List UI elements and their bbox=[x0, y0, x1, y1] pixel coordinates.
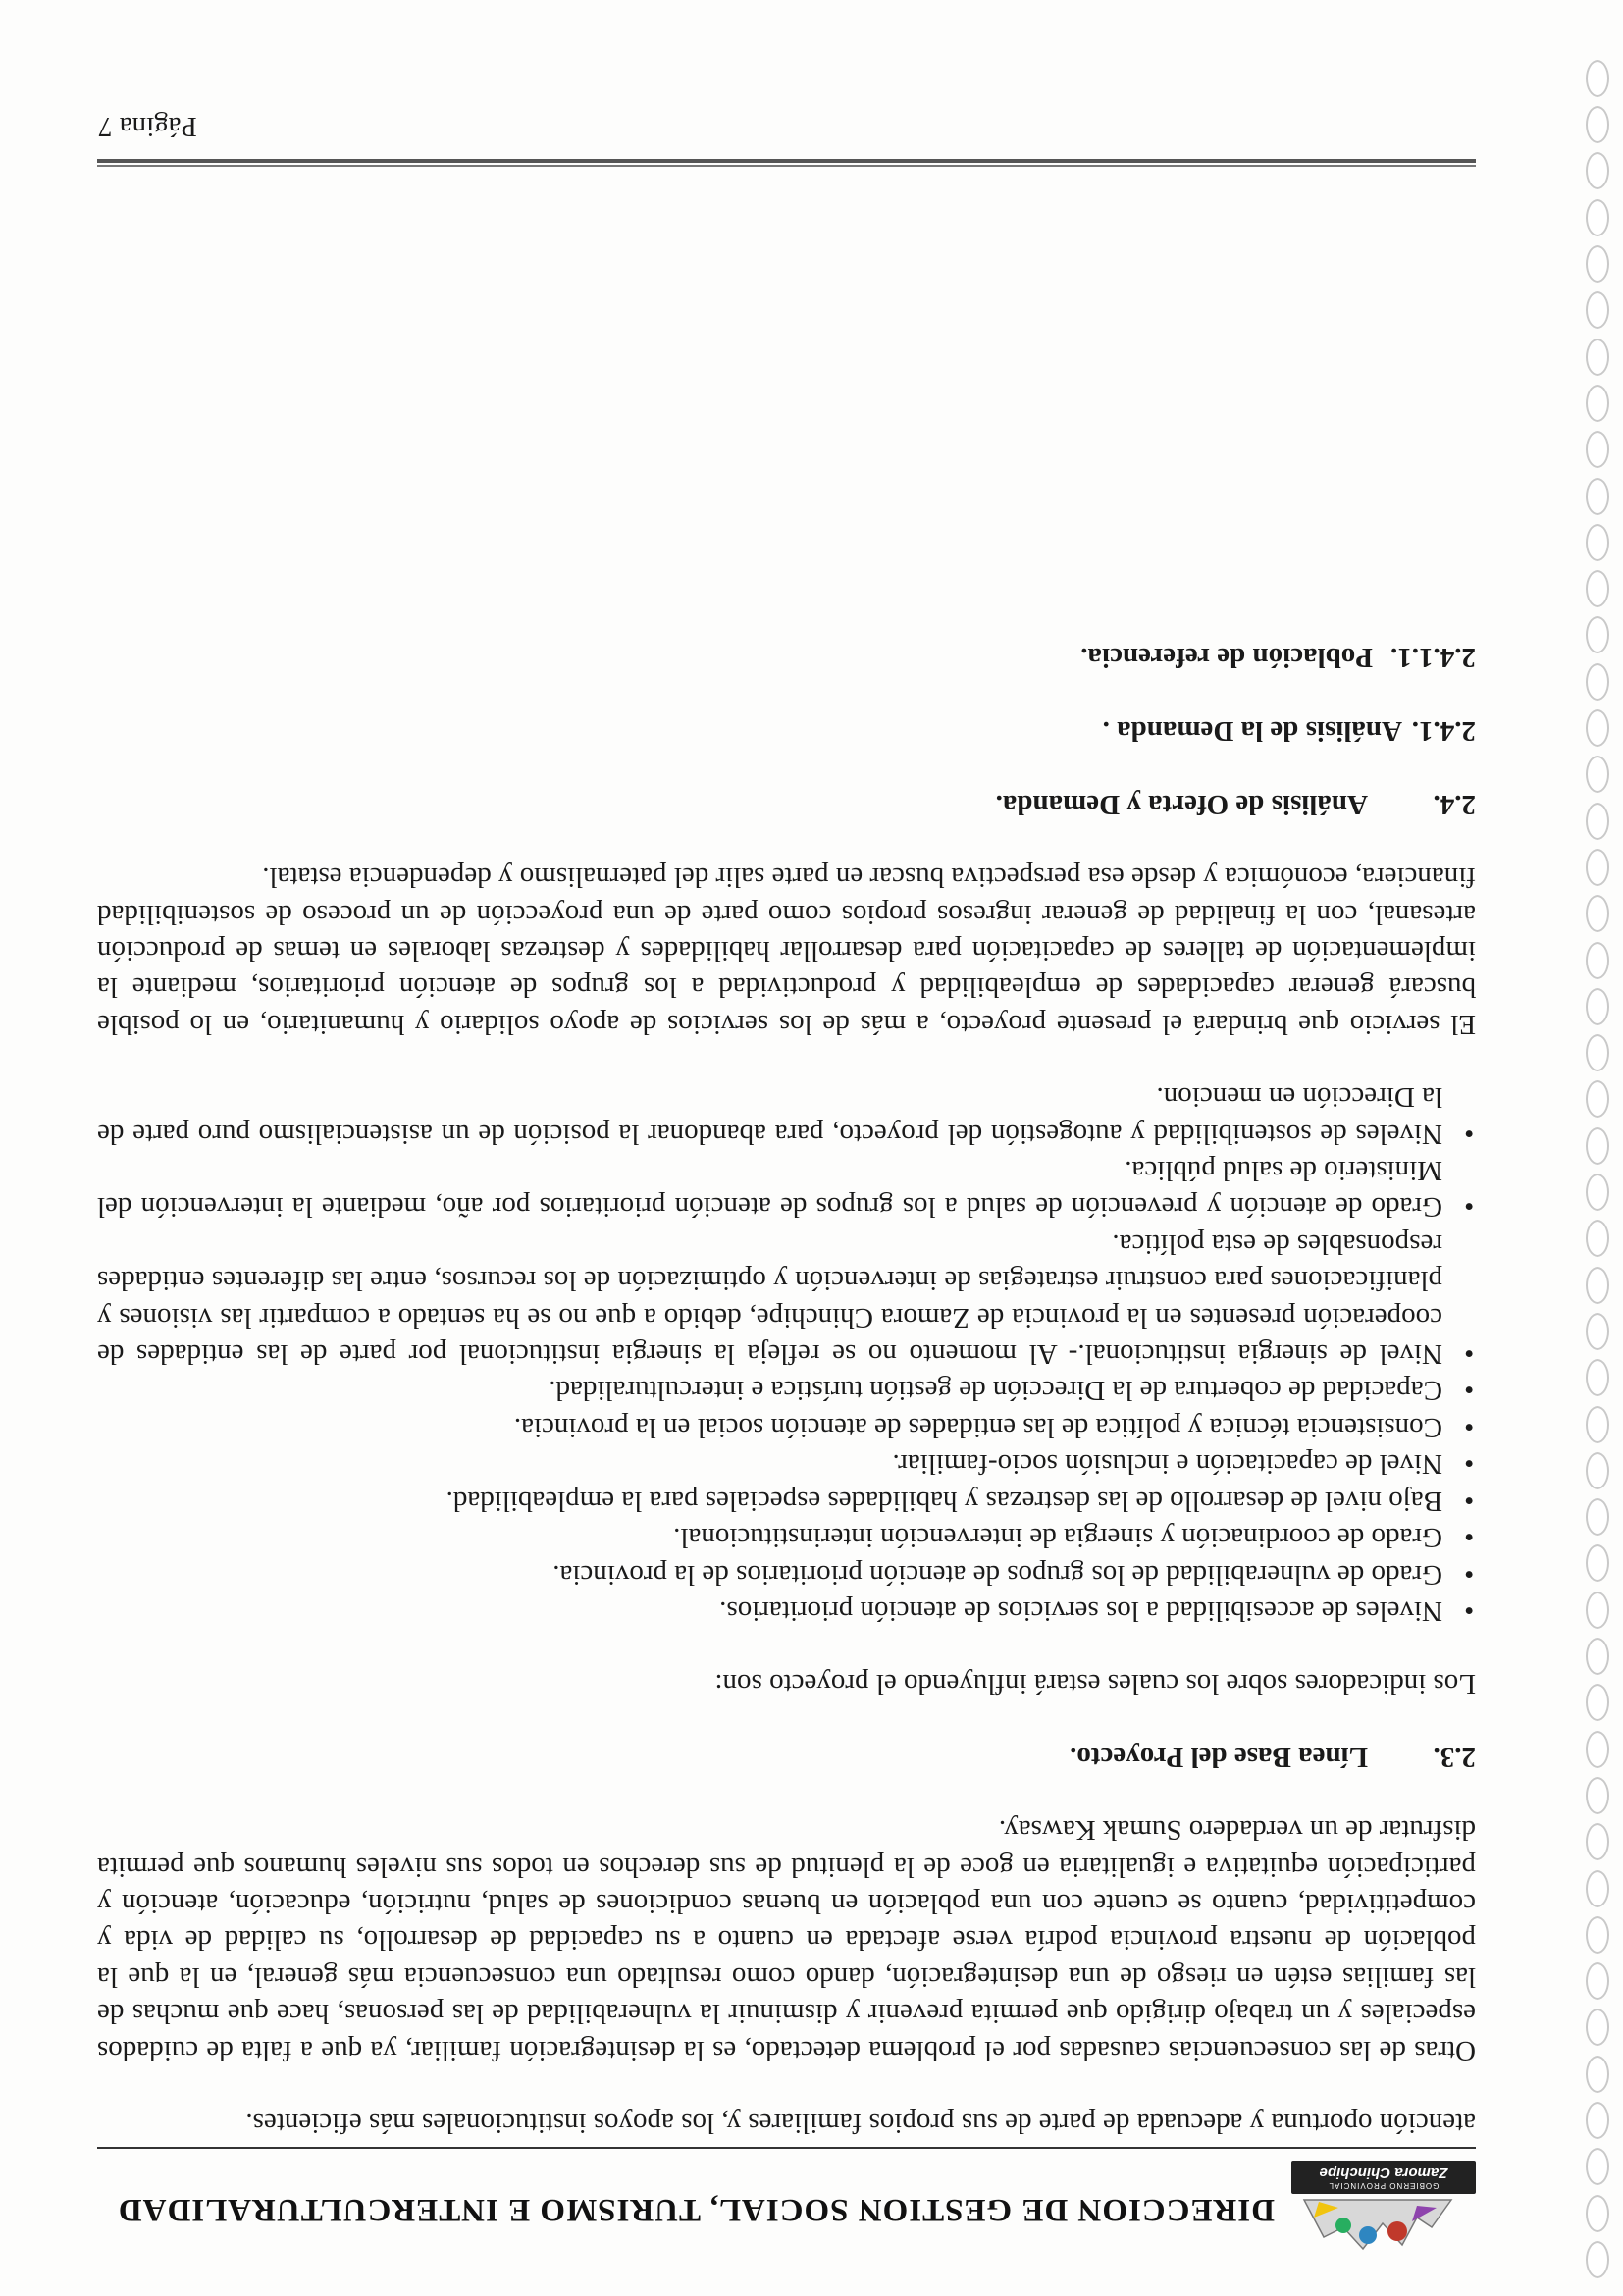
heading-number: 2.3. bbox=[1433, 1741, 1476, 1773]
binding-hole bbox=[1586, 291, 1609, 329]
binding-hole bbox=[1586, 245, 1609, 283]
heading-number: 2.4.1.1. bbox=[1390, 642, 1476, 673]
closing-paragraph: El servicio que brindará el presente proyecto, a más de los servicios de apoyo solidario y humanitario, en lo posible buscará generar capacidades de empleabilidad y productividad a los grupos de atención prioritarios, mediante la implementación de talleres de capacitación para desarrollar habilidades y destrezas laborales en temas de producción artesanal, con la finalidad de generar ingresos propios como parte de una proyección de un proceso de sostenibilidad financiera, económica y desde esa perspectiva buscar en parte salir del paternalismo y dependencia estatal. bbox=[97, 861, 1476, 1040]
binding-hole bbox=[1586, 385, 1609, 422]
binding-hole bbox=[1586, 895, 1609, 932]
binding-hole bbox=[1586, 2102, 1609, 2139]
binding-hole bbox=[1586, 1916, 1609, 1954]
heading-title: Análisis de la Demanda . bbox=[1102, 715, 1402, 748]
list-item: ● Capacidad de cobertura de la Dirección de gestión turística e interculturalidad. bbox=[97, 1372, 1476, 1408]
indicators-lead: Los indicadores sobre los cuales estará influyendo el proyecto son: bbox=[714, 1668, 1476, 1700]
list-item: ● Niveles de sostenibilidad y autogestión del proyecto, para abandonar la posición de un asistencialismo puro parte de la Dirección en mencion. bbox=[97, 1078, 1476, 1152]
intro-paragraph: Otras de las consecuencias causadas por el problema detectado, es la desintegración familiar, ya que a falta de cuidados especiales y un trabajo dirigido que permita prevenir y disminuir la vulnerabilidad de las personas, hace que muchas de las familias estén en riesgo de una desintegración, dando como resultado una consecuencia más general, en la que la población de nuestra provincia podría verse afectada en cuanto a su capacidad de desarrollo, su calidad de vida y competitividad, cuanto se cuente con una población en buenas condiciones de salud, nutrición, educación, atención y participación equitativa e igualitaria en goce de la plenitud de sus derechos en todos sus niveles humanos que permita disfrutar de un verdadero Sumak Kawsay. bbox=[97, 1814, 1476, 2066]
binding-hole bbox=[1586, 570, 1609, 607]
binding-hole bbox=[1586, 1452, 1609, 1489]
binding-hole bbox=[1586, 2148, 1609, 2185]
list-item: ● Niveles de accesibilidad a los servicios de atención prioritarios. bbox=[97, 1592, 1476, 1629]
list-item: ● Grado de vulnerabilidad de los grupos de atención prioritarios de la provincia. bbox=[97, 1555, 1476, 1592]
binding-hole bbox=[1586, 1498, 1609, 1536]
binding-hole bbox=[1586, 1870, 1609, 1907]
heading-2-4 bbox=[97, 785, 1476, 821]
binding-hole bbox=[1586, 2009, 1609, 2047]
heading-number: 2.4.1. bbox=[1411, 715, 1476, 748]
binding-hole bbox=[1586, 1313, 1609, 1350]
list-item: ● Grado de atención y prevención de salud a los grupos de atención prioritarios por año, mediante la intervención del Ministerio de salud pública. bbox=[97, 1152, 1476, 1226]
binding-hole bbox=[1586, 431, 1609, 468]
binding-hole bbox=[1586, 1127, 1609, 1165]
binding-hole bbox=[1586, 1731, 1609, 1768]
binding-hole bbox=[1586, 617, 1609, 654]
logo-illustration bbox=[1299, 2198, 1456, 2257]
intro-continuation: atención oportuna y adecuada de parte de sus propios familiares y, los apoyos institucionales más eficientes. bbox=[245, 2108, 1476, 2139]
binding-hole bbox=[1586, 1220, 1609, 1257]
binding-hole bbox=[1586, 1684, 1609, 1721]
list-item: ● Nivel de capacitación e inclusión socio-familiar. bbox=[97, 1445, 1476, 1482]
indicator-list bbox=[97, 1078, 1476, 1629]
binding-hole bbox=[1586, 803, 1609, 840]
footer-divider bbox=[97, 159, 1476, 167]
page-header bbox=[102, 2159, 1476, 2257]
heading-title: Línea Base del Proyecto. bbox=[1070, 1741, 1368, 1773]
binding-hole bbox=[1586, 478, 1609, 515]
binding-hole bbox=[1586, 2241, 1609, 2278]
binding-hole bbox=[1586, 1592, 1609, 1629]
binding-hole bbox=[1586, 1545, 1609, 1583]
binding-hole bbox=[1586, 988, 1609, 1025]
logo-name: Zamora Chinchipe bbox=[1319, 2165, 1448, 2181]
heading-2-3 bbox=[97, 1738, 1476, 1774]
binding-hole bbox=[1586, 1267, 1609, 1304]
header-divider bbox=[97, 2147, 1476, 2149]
binding-hole bbox=[1586, 106, 1609, 143]
binding-hole bbox=[1586, 942, 1609, 979]
binding-hole bbox=[1586, 1823, 1609, 1860]
binding-hole bbox=[1586, 663, 1609, 701]
logo-subtitle: GOBIERNO PROVINCIAL bbox=[1328, 2181, 1440, 2190]
list-item: ● Grado de coordinación y sinergia de intervención interinstitucional. bbox=[97, 1519, 1476, 1555]
heading-2-4-1-1 bbox=[97, 639, 1476, 675]
binding-hole bbox=[1586, 1359, 1609, 1396]
binding-hole bbox=[1586, 709, 1609, 747]
page-number: Página 7 bbox=[98, 111, 197, 142]
heading-number: 2.4. bbox=[1433, 788, 1476, 820]
binding-hole bbox=[1586, 756, 1609, 793]
binding-hole bbox=[1586, 1081, 1609, 1119]
binding-hole bbox=[1586, 2056, 1609, 2093]
binding-hole bbox=[1586, 199, 1609, 236]
page-content bbox=[97, 639, 1476, 2141]
binding-hole bbox=[1586, 2195, 1609, 2232]
list-item: ● Bajo nivel de desarrollo de las destrezas y habilidades especiales para la empleabilidad. bbox=[97, 1482, 1476, 1518]
heading-2-4-1 bbox=[97, 712, 1476, 749]
list-item: ● Consistencia técnica y política de las entidades de atención social en la provincia. bbox=[97, 1409, 1476, 1445]
binding-hole bbox=[1586, 1777, 1609, 1814]
binding-hole bbox=[1586, 339, 1609, 376]
organization-title: DIRECCION DE GESTION SOCIAL, TURISMO E INTERCULTURALIDAD bbox=[117, 2192, 1275, 2227]
binding-hole bbox=[1586, 1174, 1609, 1211]
binding-hole bbox=[1586, 1034, 1609, 1071]
heading-title: Población de referencia. bbox=[1080, 642, 1373, 673]
list-item: ● Nivel de sinergia institucional.- Al momento no se refleja la sinergia institucional por parte de las entidades de cooperación presentes en la provincia de Zamora Chinchipe, debido a que no se ha sentado a compartir las visiones y planificaciones para construir estrategias de intervención y optimización de los recursos, entre las diferentes entidades responsables de esta política. bbox=[97, 1225, 1476, 1372]
spiral-binding bbox=[1570, 0, 1609, 2296]
heading-title: Análisis de Oferta y Demanda. bbox=[995, 788, 1368, 820]
provincial-government-logo bbox=[1289, 2159, 1476, 2257]
binding-hole bbox=[1586, 1962, 1609, 2000]
binding-hole bbox=[1586, 60, 1609, 97]
logo-banner bbox=[1291, 2161, 1476, 2194]
binding-hole bbox=[1586, 1638, 1609, 1675]
binding-hole bbox=[1586, 849, 1609, 886]
binding-hole bbox=[1586, 1406, 1609, 1443]
binding-hole bbox=[1586, 153, 1609, 190]
binding-hole bbox=[1586, 524, 1609, 561]
